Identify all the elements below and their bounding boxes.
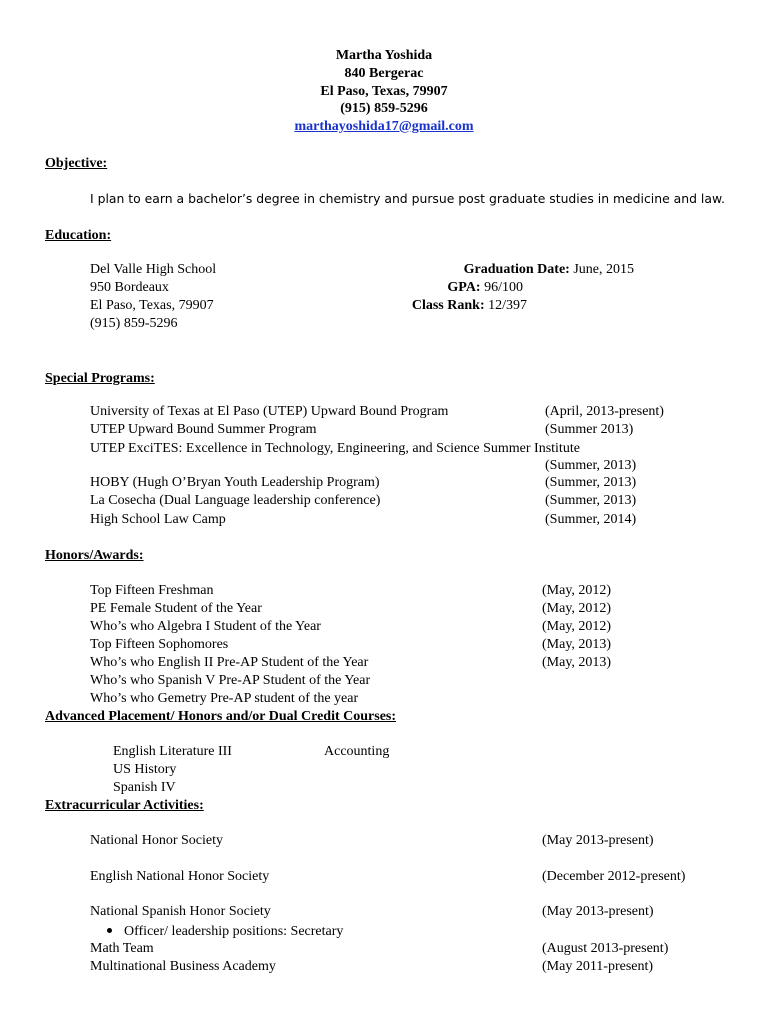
activity-name: Math Team [90,941,154,956]
program-name: UTEP ExciTES: Excellence in Technology, Engineering, and Science Summer Institute [90,441,580,456]
honor-name: Who’s who Gemetry Pre-AP student of the year [90,691,359,706]
education-heading: Education: [45,228,112,243]
program-name: La Cosecha (Dual Language leadership conference) [90,493,381,508]
gpa: GPA: 96/100 [447,280,523,295]
program-date: (Summer, 2013) [545,458,637,473]
activity-date: (May 2013-present) [542,833,654,848]
activity-date: (May 2011-present) [542,959,654,974]
program-date: (April, 2013-present) [545,404,664,419]
honor-name: Who’s who Spanish V Pre-AP Student of the Year [90,673,371,688]
activity-date: (December 2012-present) [542,869,686,884]
program-name: High School Law Camp [90,512,226,527]
program-date: (Summer, 2013) [545,493,637,508]
officer-bullet [107,923,343,940]
honor-date: (May, 2012) [542,601,612,616]
course-item: Spanish IV [113,780,176,795]
activity-name: National Spanish Honor Society [90,904,271,919]
honor-date: (May, 2012) [542,619,612,634]
honor-name: Top Fifteen Sophomores [90,637,229,652]
class-rank: Class Rank: 12/397 [411,298,527,313]
header-email-line [0,118,768,135]
officer-text: Officer/ leadership positions: Secretary [124,924,344,939]
activity-date: (August 2013-present) [542,941,669,956]
activity-name: National Honor Society [90,833,223,848]
honor-name: PE Female Student of the Year [90,601,262,616]
special-programs-heading: Special Programs: [45,371,155,386]
program-name: UTEP Upward Bound Summer Program [90,422,317,437]
email-link[interactable]: marthayoshida17@gmail.com [294,119,474,134]
header-name: Martha Yoshida [335,48,433,63]
honor-name: Who’s who Algebra I Student of the Year [90,619,321,634]
honor-name: Top Fifteen Freshman [90,583,214,598]
header-street: 840 Bergerac [344,66,424,81]
courses-heading: Advanced Placement/ Honors and/or Dual Credit Courses: [45,709,397,724]
honors-heading: Honors/Awards: [45,548,144,563]
honor-date: (May, 2012) [542,583,612,598]
course-item: US History [113,762,177,777]
honor-date: (May, 2013) [542,637,612,652]
course-item: English Literature III [113,744,232,759]
activity-name: English National Honor Society [90,869,270,884]
school-city: El Paso, Texas, 79907 [90,298,214,313]
program-date: (Summer 2013) [545,422,634,437]
school-address: 950 Bordeaux [90,280,169,295]
header-city: El Paso, Texas, 79907 [320,84,448,99]
graduation-date: Graduation Date: June, 2015 [463,262,634,277]
program-name: HOBY (Hugh O’Bryan Youth Leadership Program) [90,475,380,490]
activity-date: (May 2013-present) [542,904,654,919]
course-item: Accounting [324,744,390,759]
honor-name: Who’s who English II Pre-AP Student of the Year [90,655,369,670]
program-date: (Summer, 2014) [545,512,637,527]
objective-text: I plan to earn a bachelor’s degree in chemistry and pursue post graduate studies in medicine and law. [90,191,725,206]
objective-heading: Objective: [45,156,108,171]
bullet-icon [107,928,112,933]
extracurricular-heading: Extracurricular Activities: [45,798,204,813]
honor-date: (May, 2013) [542,655,612,670]
school-name: Del Valle High School [90,262,217,277]
school-phone: (915) 859-5296 [90,316,178,331]
program-name: University of Texas at El Paso (UTEP) Upward Bound Program [90,404,449,419]
header-phone: (915) 859-5296 [340,101,428,116]
program-date: (Summer, 2013) [545,475,637,490]
activity-name: Multinational Business Academy [90,959,276,974]
